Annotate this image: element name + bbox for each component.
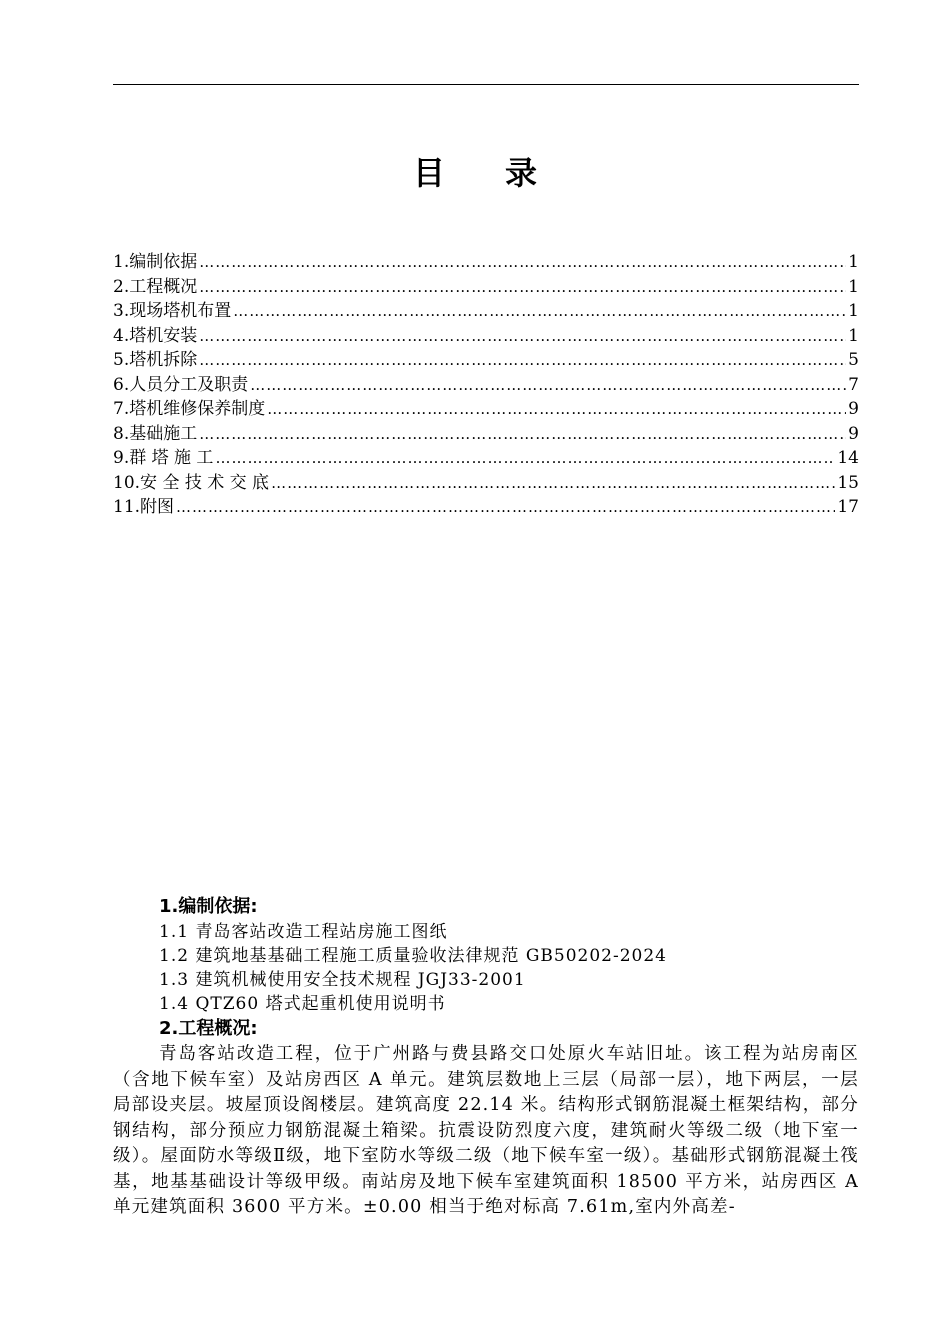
toc-entry-page: 5 bbox=[848, 350, 859, 370]
toc-entry-page: 17 bbox=[837, 497, 859, 517]
toc-entry-label: 7.塔机维修保养制度 bbox=[113, 399, 266, 419]
basis-item: 1.2 建筑地基基础工程施工质量验收法律规范 GB50202-2024 bbox=[159, 946, 668, 966]
toc-entry[interactable] bbox=[113, 492, 859, 517]
toc-entry-page: 9 bbox=[848, 423, 859, 443]
toc-entry-label: 5.塔机拆除 bbox=[113, 350, 198, 370]
toc-entry[interactable] bbox=[113, 443, 859, 468]
toc-leader-dots bbox=[199, 278, 846, 296]
toc-entry-label: 8.基础施工 bbox=[113, 423, 198, 443]
toc-leader-dots bbox=[250, 376, 846, 394]
toc-entry[interactable] bbox=[113, 247, 859, 272]
toc-entry-page: 1 bbox=[848, 252, 859, 272]
overview-paragraph: 青岛客站改造工程，位于广州路与费县路交口处原火车站旧址。该工程为站房南区（含地下候车室）及站房西区 A 单元。建筑层数地上三层（局部一层），地下两层，一层局部设夹层。坡屋顶设阁楼层。建筑高度 22.14 米。结构形式钢筋混凝土框架结构，部分钢结构，部分预应力钢筋混凝土箱梁。抗震设防烈度六度，建筑耐火等级二级（地下室一级）。屋面防水等级Ⅱ级，地下室防水等级二级（地下候车室一级）。基础形式钢筋混凝土筏基，地基基础设计等级甲级。南站房及地下候车室建筑面积 18500 平方米，站房西区 A 单元建筑面积 3600 平方米。±0.00 相当于绝对标高 7.61m,室内外高差- bbox=[113, 1044, 859, 1217]
toc-entry-page: 14 bbox=[837, 448, 859, 468]
toc-leader-dots bbox=[215, 449, 835, 467]
toc-entry[interactable] bbox=[113, 370, 859, 395]
toc-entry-page: 9 bbox=[848, 399, 859, 419]
toc-entry[interactable] bbox=[113, 345, 859, 370]
toc-leader-dots bbox=[176, 498, 835, 516]
toc-entry[interactable] bbox=[113, 296, 859, 321]
document-body bbox=[113, 894, 859, 1221]
header-rule bbox=[113, 84, 859, 85]
toc-leader-dots bbox=[233, 302, 846, 320]
toc-entry[interactable] bbox=[113, 272, 859, 297]
basis-item: 1.1 青岛客站改造工程站房施工图纸 bbox=[159, 922, 448, 942]
table-of-contents bbox=[113, 247, 859, 517]
toc-leader-dots bbox=[199, 253, 846, 271]
toc-leader-dots bbox=[199, 351, 846, 369]
toc-entry-page: 15 bbox=[837, 472, 859, 492]
toc-leader-dots bbox=[267, 400, 846, 418]
section-heading-basis: 1.编制依据: bbox=[159, 896, 258, 917]
toc-entry-label: 11.附图 bbox=[113, 497, 175, 517]
basis-item: 1.3 建筑机械使用安全技术规程 JGJ33-2001 bbox=[159, 970, 526, 990]
toc-entry-label: 9.群 塔 施 工 bbox=[113, 448, 214, 468]
toc-entry[interactable] bbox=[113, 419, 859, 444]
toc-entry-label: 3.现场塔机布置 bbox=[113, 301, 232, 321]
toc-entry[interactable] bbox=[113, 468, 859, 493]
toc-entry-label: 1.编制依据 bbox=[113, 252, 198, 272]
toc-entry[interactable] bbox=[113, 321, 859, 346]
toc-entry-page: 7 bbox=[848, 374, 859, 394]
toc-entry-label: 10.安 全 技 术 交 底 bbox=[113, 472, 270, 492]
toc-leader-dots bbox=[199, 327, 846, 345]
toc-leader-dots bbox=[271, 474, 835, 492]
toc-entry-page: 1 bbox=[848, 276, 859, 296]
toc-entry[interactable] bbox=[113, 394, 859, 419]
basis-item: 1.4 QTZ60 塔式起重机使用说明书 bbox=[159, 994, 446, 1014]
toc-entry-page: 1 bbox=[848, 301, 859, 321]
toc-entry-page: 1 bbox=[848, 325, 859, 345]
toc-entry-label: 4.塔机安装 bbox=[113, 325, 198, 345]
section-heading-overview: 2.工程概况: bbox=[159, 1018, 258, 1039]
toc-entry-label: 6.人员分工及职责 bbox=[113, 374, 249, 394]
toc-entry-label: 2.工程概况 bbox=[113, 276, 198, 296]
toc-leader-dots bbox=[199, 425, 846, 443]
toc-title: 目录 bbox=[412, 154, 597, 192]
